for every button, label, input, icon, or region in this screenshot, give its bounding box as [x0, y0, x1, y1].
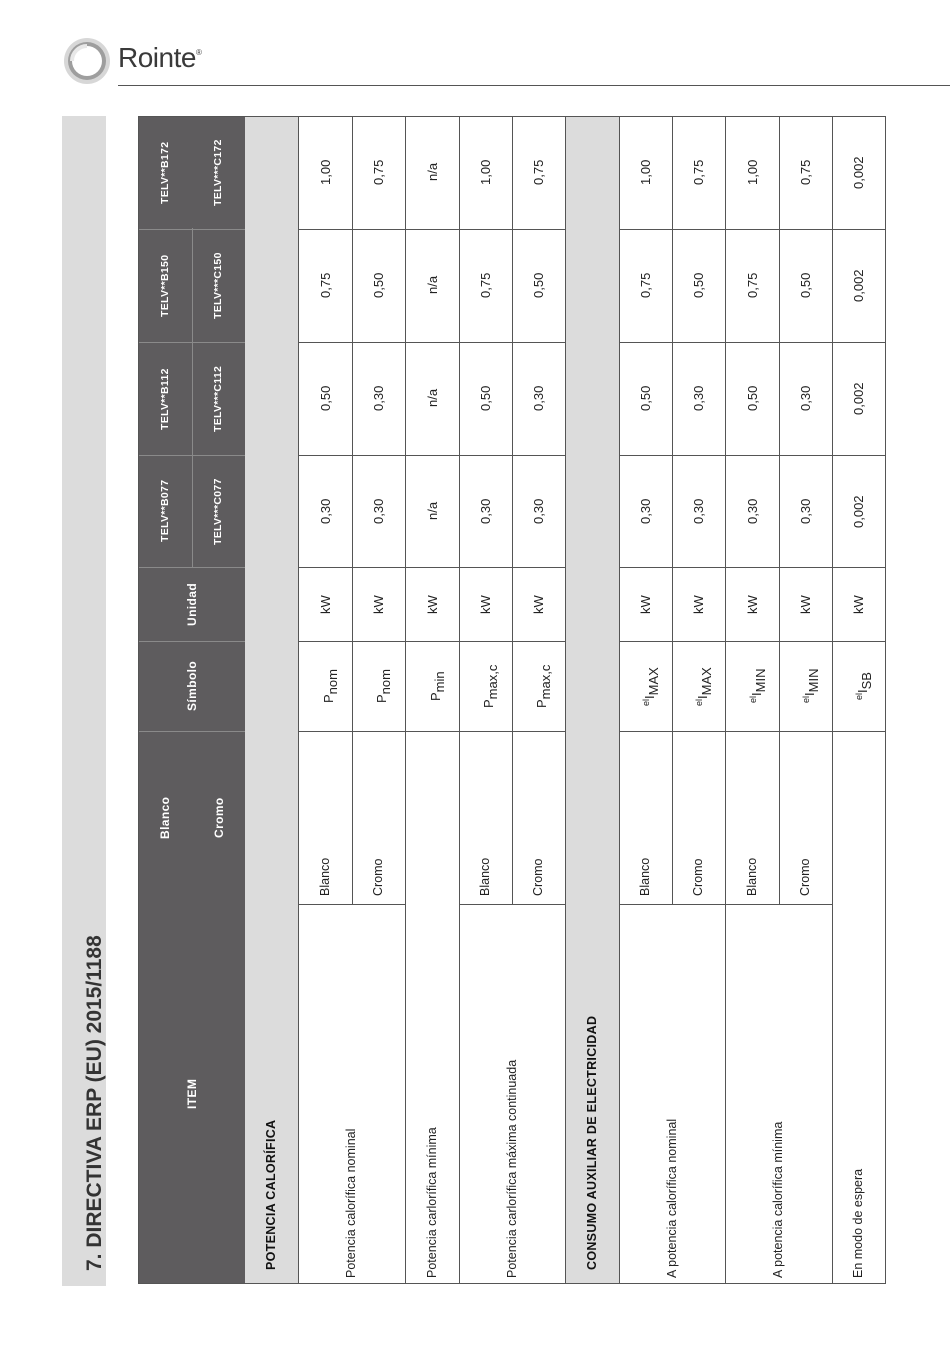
symbol-cell: [642, 667, 660, 706]
symbol-cell: [749, 669, 767, 703]
symbol-mid: I: [748, 692, 764, 696]
item-label: Potencia carlorífica máxima continuada: [504, 1059, 519, 1278]
unit-cell: kW: [798, 594, 813, 614]
symbol-base: P: [427, 692, 443, 701]
finish-cell: Blanco: [478, 857, 493, 896]
value-cell: 0,50: [371, 272, 386, 298]
grid-line: [832, 116, 833, 731]
finish-cell: Blanco: [638, 857, 653, 896]
item-label: En modo de espera: [851, 1168, 866, 1278]
grid-line: [619, 567, 885, 568]
value-cell: 0,50: [691, 272, 706, 298]
grid-line: [298, 904, 405, 905]
header-model-blanco: TELV**B077: [158, 479, 171, 542]
grid-line: [352, 731, 353, 904]
value-cell: 0,75: [371, 159, 386, 185]
value-cell: 0,30: [691, 385, 706, 411]
symbol-mid: I: [855, 689, 870, 693]
symbol-base: el: [747, 695, 758, 703]
symbol-sub: min: [431, 671, 447, 693]
value-cell: 0,30: [638, 498, 653, 524]
value-cell: 0,30: [531, 498, 546, 524]
grid-line: [725, 731, 726, 1283]
grid-line: [298, 455, 565, 456]
value-cell: 0,50: [638, 385, 653, 411]
header-simbolo: Símbolo: [184, 660, 199, 711]
header-cromo: Cromo: [211, 797, 226, 838]
symbol-sub: MAX: [699, 666, 714, 695]
unit-cell: kW: [744, 594, 760, 614]
header-divider: [138, 455, 245, 456]
finish-cell: Cromo: [531, 858, 546, 896]
grid-line: [619, 455, 885, 456]
table-border: [138, 1283, 886, 1284]
symbol-cell: [802, 669, 820, 703]
value-cell: 1,00: [317, 159, 333, 185]
symbol-cell: [855, 672, 873, 700]
value-cell: 0,002: [851, 494, 866, 528]
unit-cell: kW: [317, 594, 333, 614]
unit-cell: kW: [851, 594, 866, 614]
value-cell: 0,50: [317, 385, 333, 411]
symbol-cell: [535, 664, 552, 707]
symbol-cell: [482, 664, 499, 707]
symbol-base: P: [374, 694, 389, 703]
page-title: 7. DIRECTIVA ERP (EU) 2015/1188: [83, 935, 106, 1271]
section-band-potencia: [245, 116, 298, 1283]
grid-line: [298, 229, 565, 230]
grid-line: [672, 116, 673, 731]
header-model-blanco: TELV**B112: [158, 367, 171, 430]
value-cell: n/a: [424, 501, 440, 520]
value-cell: n/a: [424, 275, 440, 294]
value-cell: n/a: [424, 388, 440, 407]
header-divider: [138, 567, 245, 568]
unit-cell: kW: [424, 594, 440, 614]
grid-line: [619, 116, 620, 1283]
grid-line: [298, 641, 565, 642]
table-border: [138, 116, 139, 1283]
symbol-base: P: [481, 698, 496, 708]
value-cell: 0,50: [744, 385, 760, 411]
symbol-base: P: [534, 698, 549, 708]
grid-line: [298, 342, 565, 343]
value-cell: 1,00: [478, 159, 493, 185]
value-cell: 0,30: [531, 385, 546, 411]
value-cell: 0,75: [531, 159, 546, 185]
symbol-sub: nom: [378, 669, 393, 695]
grid-line: [512, 116, 513, 731]
grid-line: [352, 116, 353, 731]
item-label: A potencia calorífica nominal: [664, 1118, 679, 1278]
value-cell: 0,30: [798, 385, 813, 411]
header-divider: [138, 229, 245, 230]
value-cell: 0,30: [371, 385, 386, 411]
value-cell: 0,30: [691, 498, 706, 524]
symbol-cell: [429, 671, 446, 701]
header-model-blanco: TELV**B172: [158, 141, 171, 204]
grid-line: [298, 731, 565, 732]
finish-cell: Blanco: [744, 857, 759, 896]
value-cell: 0,002: [851, 381, 866, 415]
header-model-cromo: TELV***C150: [212, 252, 225, 319]
grid-line: [459, 904, 565, 905]
symbol-base: el: [641, 698, 651, 706]
symbol-sub: SB: [859, 672, 874, 690]
value-cell: 0,30: [744, 498, 760, 524]
grid-line: [619, 342, 885, 343]
grid-line: [565, 116, 566, 1283]
grid-line: [459, 731, 460, 1283]
value-cell: 1,00: [638, 159, 653, 185]
grid-line: [619, 904, 832, 905]
grid-line: [619, 731, 885, 732]
symbol-sub: MAX: [646, 666, 661, 695]
value-cell: 1,00: [744, 159, 760, 185]
value-cell: 0,75: [317, 272, 333, 298]
symbol-sub: nom: [324, 669, 340, 695]
grid-line: [832, 731, 833, 1283]
header-divider: [138, 342, 245, 343]
header-divider: [138, 641, 245, 642]
symbol-base: el: [854, 692, 864, 700]
finish-cell: Cromo: [691, 858, 706, 896]
value-cell: 0,75: [798, 159, 813, 185]
item-label: A potencia calorífica mínima: [771, 1121, 786, 1278]
grid-line: [298, 567, 565, 568]
header-item: ITEM: [184, 1078, 199, 1109]
value-cell: 0,50: [798, 272, 813, 298]
symbol-cell: [375, 669, 392, 703]
grid-line: [672, 731, 673, 904]
symbol-sub: MIN: [806, 668, 821, 693]
unit-cell: kW: [371, 594, 386, 614]
grid-line: [725, 116, 726, 731]
value-cell: 0,002: [851, 268, 866, 302]
unit-cell: kW: [531, 594, 546, 614]
symbol-base: el: [694, 698, 704, 706]
unit-cell: kW: [638, 594, 653, 614]
value-cell: 0,30: [317, 498, 333, 524]
header-unidad: Unidad: [184, 582, 199, 626]
symbol-mid: I: [695, 694, 710, 699]
grid-line: [405, 116, 406, 731]
value-cell: 0,75: [638, 272, 653, 298]
symbol-mid: I: [642, 694, 657, 699]
value-cell: 0,75: [691, 159, 706, 185]
grid-line: [405, 731, 406, 1283]
value-cell: 0,75: [478, 272, 493, 298]
unit-cell: kW: [478, 594, 493, 614]
header-model-blanco: TELV**B150: [158, 254, 171, 317]
header-model-cromo: TELV***C077: [212, 477, 225, 545]
grid-line: [459, 116, 460, 731]
item-label: Potencia carlorífica mínima: [424, 1127, 439, 1278]
grid-line: [619, 641, 885, 642]
symbol-base: P: [320, 694, 336, 703]
symbol-cell: [322, 669, 339, 703]
table-border: [885, 116, 886, 1283]
header-model-cromo: TELV***C112: [212, 365, 225, 432]
finish-cell: Cromo: [798, 858, 813, 896]
section-title: CONSUMO AUXILIAR DE ELECTRICIDAD: [584, 1015, 599, 1270]
header-divider: [192, 228, 193, 567]
value-cell: 0,75: [744, 272, 760, 298]
header-model-cromo: TELV***C172: [212, 139, 225, 206]
value-cell: 0,30: [798, 498, 813, 524]
header-blanco: Blanco: [158, 796, 172, 839]
value-cell: 0,50: [478, 385, 493, 411]
finish-cell: Blanco: [317, 857, 332, 896]
brand-name: Rointe: [118, 42, 196, 73]
grid-line: [619, 229, 885, 230]
item-label: Potencia calorífica nominal: [344, 1128, 359, 1278]
section-title: POTENCIA CALORÍFICA: [264, 1119, 279, 1270]
symbol-base: el: [801, 695, 811, 703]
symbol-cell: [695, 667, 713, 706]
grid-line: [512, 731, 513, 904]
symbol-sub: max,c: [538, 664, 553, 699]
unit-cell: kW: [691, 594, 706, 614]
header-divider: [138, 731, 245, 732]
value-cell: 0,002: [851, 155, 866, 189]
value-cell: 0,30: [371, 498, 386, 524]
value-cell: 0,50: [531, 272, 546, 298]
registered-mark: ®: [195, 48, 202, 57]
grid-line: [298, 116, 299, 1283]
symbol-mid: I: [802, 692, 817, 696]
value-cell: n/a: [424, 162, 440, 181]
grid-line: [779, 116, 780, 731]
symbol-sub: max,c: [485, 664, 500, 699]
value-cell: 0,30: [478, 498, 493, 524]
symbol-sub: MIN: [752, 668, 768, 693]
finish-cell: Cromo: [371, 858, 386, 896]
grid-line: [779, 731, 780, 904]
